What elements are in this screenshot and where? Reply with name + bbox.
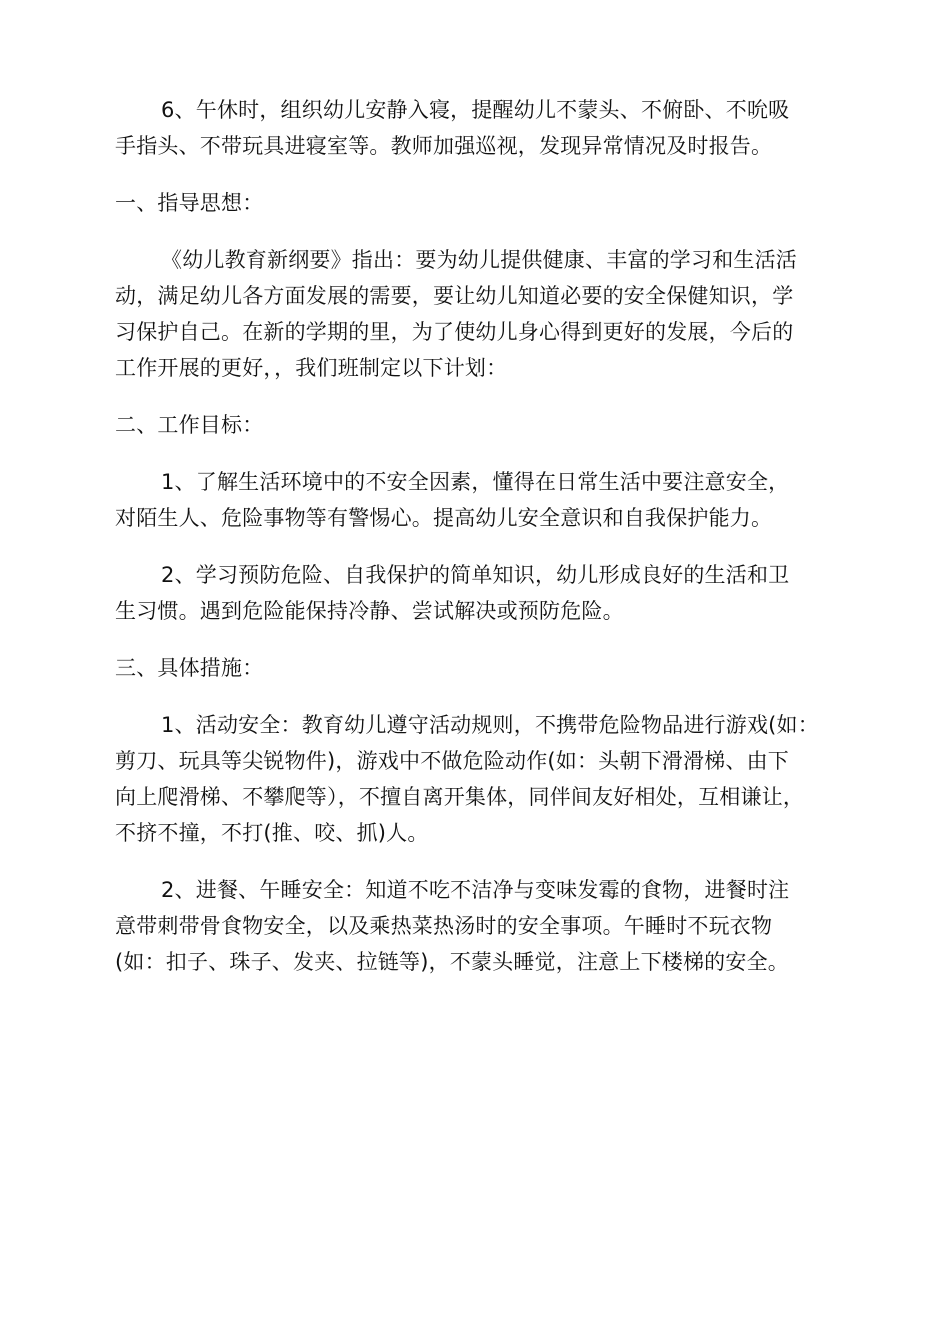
text-line: 6、午休时，组织幼儿安静入寝，提醒幼儿不蒙头、不俯卧、不吮吸 — [161, 98, 790, 122]
text-line: 2、进餐、午睡安全：知道不吃不洁净与变味发霉的食物，进餐时注 — [161, 878, 790, 902]
section-heading: 二、工作目标： — [115, 413, 264, 437]
text-line: 动，满足幼儿各方面发展的需要，要让幼儿知道必要的安全保健知识，学 — [115, 284, 794, 308]
text-line: 1、了解生活环境中的不安全因素，懂得在日常生活中要注意安全， — [161, 470, 790, 494]
text-line: 《幼儿教育新纲要》指出：要为幼儿提供健康、丰富的学习和生活活 — [161, 248, 797, 272]
heading-guiding-thought — [115, 185, 835, 221]
text-line: 手指头、不带玩具进寝室等。教师加强巡视，发现异常情况及时报告。 — [115, 134, 773, 158]
text-line: 剪刀、玩具等尖锐物件)，游戏中不做危险动作(如：头朝下滑滑梯、由下 — [115, 749, 789, 773]
text-line: 习保护自己。在新的学期的里，为了使幼儿身心得到更好的发展，今后的 — [115, 320, 794, 344]
section-heading: 一、指导思想： — [115, 191, 264, 215]
text-line: 不挤不撞，不打(推、咬、抓)人。 — [115, 821, 429, 845]
text-line: 对陌生人、危险事物等有警惕心。提高幼儿安全意识和自我保护能力。 — [115, 506, 773, 530]
paragraph-goal-2 — [115, 557, 835, 629]
heading-measures — [115, 650, 835, 686]
section-heading: 三、具体措施： — [115, 656, 264, 680]
text-line: 意带刺带骨食物安全，以及乘热菜热汤时的安全事项。午睡时不玩衣物 — [115, 914, 773, 938]
text-line: 1、活动安全：教育幼儿遵守活动规则，不携带危险物品进行游戏(如： — [161, 713, 819, 737]
paragraph-guiding-thought — [115, 242, 835, 386]
heading-work-goals — [115, 407, 835, 443]
paragraph-measure-2 — [115, 872, 835, 980]
text-line: 生习惯。遇到危险能保持冷静、尝试解决或预防危险。 — [115, 599, 624, 623]
paragraph-measure-1 — [115, 707, 835, 851]
document-body — [115, 92, 835, 980]
paragraph-goal-1 — [115, 464, 835, 536]
text-line: 工作开展的更好，，我们班制定以下计划： — [115, 356, 508, 380]
text-line: 2、学习预防危险、自我保护的简单知识，幼儿形成良好的生活和卫 — [161, 563, 790, 587]
paragraph-nap-supervision — [115, 92, 835, 164]
text-line: 向上爬滑梯、不攀爬等），不擅自离开集体，同伴间友好相处，互相谦让， — [115, 785, 805, 809]
text-line: (如：扣子、珠子、发夹、拉链等)，不蒙头睡觉，注意上下楼梯的安全。 — [115, 950, 789, 974]
